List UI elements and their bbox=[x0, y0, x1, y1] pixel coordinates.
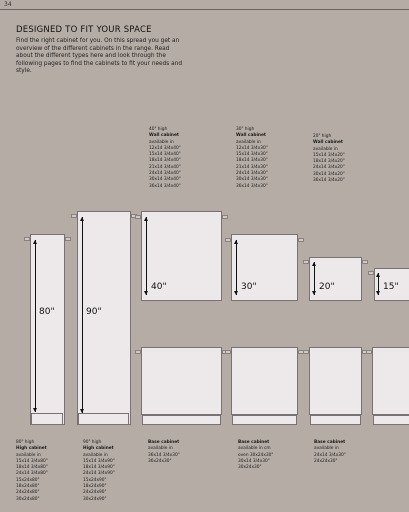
height-note: 80" high bbox=[16, 440, 35, 445]
size-item: 30x24x30" bbox=[238, 465, 262, 471]
size-item: 36x14 3/4x20" bbox=[313, 178, 345, 184]
wall-cabinet-40-spec bbox=[149, 127, 181, 190]
high-cabinet-90-spec bbox=[83, 440, 115, 503]
cabinet-name: Base cabinet bbox=[314, 440, 346, 445]
size-item: 30x14 3/4x30" bbox=[238, 458, 270, 464]
size-item: 36x24x30" bbox=[148, 458, 172, 464]
base-cabinet-30-spec bbox=[238, 440, 273, 471]
size-item: 24x14 3/4x40" bbox=[149, 171, 181, 177]
high-cabinet-90 bbox=[77, 211, 131, 425]
availability-note: available in cm bbox=[238, 446, 271, 452]
cabinet-name: Wall cabinet bbox=[313, 140, 343, 146]
height-note: 30" high bbox=[236, 127, 255, 132]
size-item: 18x14 3/4x80" bbox=[16, 465, 48, 471]
size-item: 15x14 3/4x90" bbox=[83, 458, 115, 464]
height-note: 20" high bbox=[313, 134, 332, 139]
high-cabinet-80-spec bbox=[16, 440, 48, 503]
wall-cabinet-20 bbox=[309, 257, 362, 301]
size-item: 30x24x80" bbox=[16, 496, 40, 502]
height-note: 90" high bbox=[83, 440, 102, 445]
height-arrow-icon bbox=[146, 217, 147, 295]
page-number: 34 bbox=[4, 1, 12, 8]
size-item: 15x24x90" bbox=[83, 477, 107, 483]
hinge-icon bbox=[222, 215, 228, 219]
plinth bbox=[373, 415, 409, 425]
size-item: 24x24x80" bbox=[16, 490, 40, 496]
availability-note: available in bbox=[16, 452, 41, 458]
height-note: 40" high bbox=[149, 127, 168, 132]
hinge-icon bbox=[362, 260, 368, 264]
hinge-icon bbox=[298, 238, 304, 242]
availability-note: available in bbox=[313, 146, 338, 152]
availability-note: available in bbox=[149, 139, 174, 145]
hinge-icon bbox=[225, 238, 231, 242]
hinge-icon bbox=[303, 260, 309, 264]
size-item: 15x14 3/4x30" bbox=[236, 152, 268, 158]
dimension-label: 40" bbox=[151, 282, 167, 292]
size-item: 15x14 3/4x40" bbox=[149, 152, 181, 158]
cabinet-name: Wall cabinet bbox=[236, 133, 266, 139]
size-item: 24x14 3/4x30" bbox=[314, 452, 346, 458]
size-item: 36x14 3/4x30" bbox=[236, 183, 268, 189]
size-item: 18x14 3/4x90" bbox=[83, 465, 115, 471]
height-arrow-icon bbox=[35, 240, 36, 412]
height-arrow-icon bbox=[378, 273, 379, 295]
size-item: 12x14 3/4x30" bbox=[236, 145, 268, 151]
wall-cabinet-20-spec bbox=[313, 134, 345, 184]
size-item: 30x14 3/4x20" bbox=[313, 171, 345, 177]
header-rule bbox=[0, 9, 409, 10]
plinth bbox=[310, 415, 361, 425]
size-item: 30x14 3/4x30" bbox=[236, 177, 268, 183]
dimension-label: 30" bbox=[241, 282, 257, 292]
cabinet-name: Wall cabinet bbox=[149, 133, 179, 139]
base-cabinet-partial bbox=[372, 347, 409, 415]
size-item: 24x24x90" bbox=[83, 490, 107, 496]
base-cabinet-24 bbox=[309, 347, 362, 415]
hinge-icon bbox=[135, 350, 141, 354]
availability-note: available in bbox=[83, 452, 108, 458]
base-cabinet-24-spec bbox=[314, 440, 346, 465]
plinth bbox=[31, 413, 63, 425]
cabinet-name: Base cabinet bbox=[238, 440, 270, 445]
size-item: 15x14 3/4x20" bbox=[313, 152, 345, 158]
size-item: 36x14 3/4x30" bbox=[148, 452, 180, 458]
base-cabinet-36-spec bbox=[148, 440, 180, 465]
cabinet-name: Base cabinet bbox=[148, 440, 180, 445]
hinge-icon bbox=[368, 271, 374, 275]
wall-cabinet-30-spec bbox=[236, 127, 268, 190]
size-item: 30x24x90" bbox=[83, 496, 107, 502]
size-item: 24x14 3/4x90" bbox=[83, 471, 115, 477]
cabinet-name: High cabinet bbox=[83, 446, 114, 452]
height-arrow-icon bbox=[236, 240, 237, 295]
page-title: DESIGNED TO FIT YOUR SPACE bbox=[16, 25, 152, 35]
dimension-label: 15" bbox=[383, 282, 399, 292]
size-item: 24x14 3/4x20" bbox=[313, 165, 345, 171]
size-item: 18x24x80" bbox=[16, 484, 40, 490]
size-item: 15x14 3/4x80" bbox=[16, 458, 48, 464]
hinge-icon bbox=[366, 350, 372, 354]
size-item: 30x14 3/4x40" bbox=[149, 177, 181, 183]
hinge-icon bbox=[24, 237, 30, 241]
base-cabinet-30 bbox=[231, 347, 298, 415]
size-item: 15x24x80" bbox=[16, 477, 40, 483]
size-item: 18x14 3/4x30" bbox=[236, 158, 268, 164]
size-item: 18x14 3/4x40" bbox=[149, 158, 181, 164]
size-item: 18x14 3/4x20" bbox=[313, 159, 345, 165]
hinge-icon bbox=[65, 237, 71, 241]
availability-note: available in bbox=[148, 446, 173, 452]
dimension-label: 20" bbox=[319, 282, 335, 292]
dimension-label: 80" bbox=[39, 307, 55, 317]
availability-note: available in bbox=[314, 446, 339, 452]
availability-note: available in bbox=[236, 139, 261, 145]
intro-text: Find the right cabinet for you. On this spread you get an overview of the different cabinets in the range. Read about the different types here and look through the following pages to find the cabinets to fit your needs and style. bbox=[16, 38, 183, 75]
size-item: 21x14 3/4x30" bbox=[236, 164, 268, 170]
base-cabinet-36 bbox=[141, 347, 222, 415]
hinge-icon bbox=[71, 214, 77, 218]
height-arrow-icon bbox=[82, 217, 83, 413]
size-item: 12x14 3/4x40" bbox=[149, 145, 181, 151]
size-item: 24x14 3/4x80" bbox=[16, 471, 48, 477]
hinge-icon bbox=[225, 350, 231, 354]
height-arrow-icon bbox=[314, 262, 315, 295]
size-item: 36x14 3/4x40" bbox=[149, 183, 181, 189]
hinge-icon bbox=[135, 215, 141, 219]
hinge-icon bbox=[303, 350, 309, 354]
dimension-label: 90" bbox=[86, 307, 102, 317]
size-item: 24x14 3/4x30" bbox=[236, 171, 268, 177]
size-item: oven 30x24x30" bbox=[238, 452, 274, 458]
plinth bbox=[142, 415, 221, 425]
cabinet-name: High cabinet bbox=[16, 446, 47, 452]
plinth bbox=[232, 415, 297, 425]
size-item: 18x24x90" bbox=[83, 484, 107, 490]
size-item: 24x24x30" bbox=[314, 458, 338, 464]
plinth bbox=[78, 413, 129, 425]
size-item: 21x14 3/4x40" bbox=[149, 164, 181, 170]
